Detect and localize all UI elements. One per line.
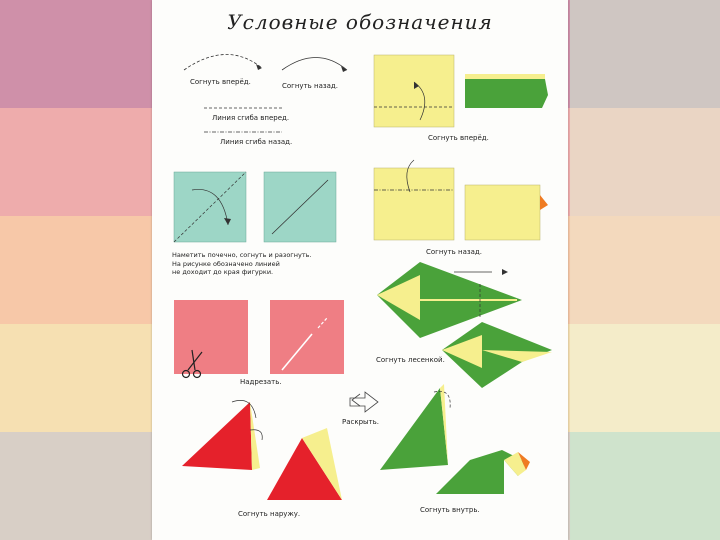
pink-square-2 <box>270 300 344 374</box>
label-valley-line: Линия сгиба вперед. <box>212 114 290 122</box>
green-folded-strip <box>465 74 548 108</box>
label-fold-inward: Согнуть внутрь. <box>420 506 480 514</box>
label-fold-forward-2: Согнуть вперёд. <box>428 134 489 142</box>
pink-square-1 <box>174 300 248 374</box>
label-fold-outward: Согнуть наружу. <box>238 510 301 518</box>
page-title: Условные обозначения <box>227 10 493 34</box>
red-triangle-1 <box>182 402 252 470</box>
label-fold-diagonal: Согнуть лесенкой. <box>376 356 445 364</box>
instruction-sheet <box>152 0 568 540</box>
label-mountain-line: Линия сгиба назад. <box>220 138 293 146</box>
label-fold-back: Согнуть назад. <box>282 82 338 90</box>
yellow-square-2 <box>374 168 454 240</box>
label-fold-back-2: Согнуть назад. <box>426 248 482 256</box>
green-triangle-1 <box>380 388 448 470</box>
yellow-square <box>374 55 454 127</box>
label-fold-forward: Согнуть вперёд. <box>190 78 251 86</box>
fold-back-arrow <box>282 58 347 71</box>
yellow-folded <box>465 185 540 240</box>
label-cut: Надрезать. <box>240 378 282 386</box>
fold-forward-arrow <box>184 54 262 70</box>
crease-description: Наметить почечно, согнуть и разогнуть. На рисунке обозначено линией не доходит до края фигурки. <box>172 251 312 276</box>
label-open-out: Раскрыть. <box>342 418 379 426</box>
